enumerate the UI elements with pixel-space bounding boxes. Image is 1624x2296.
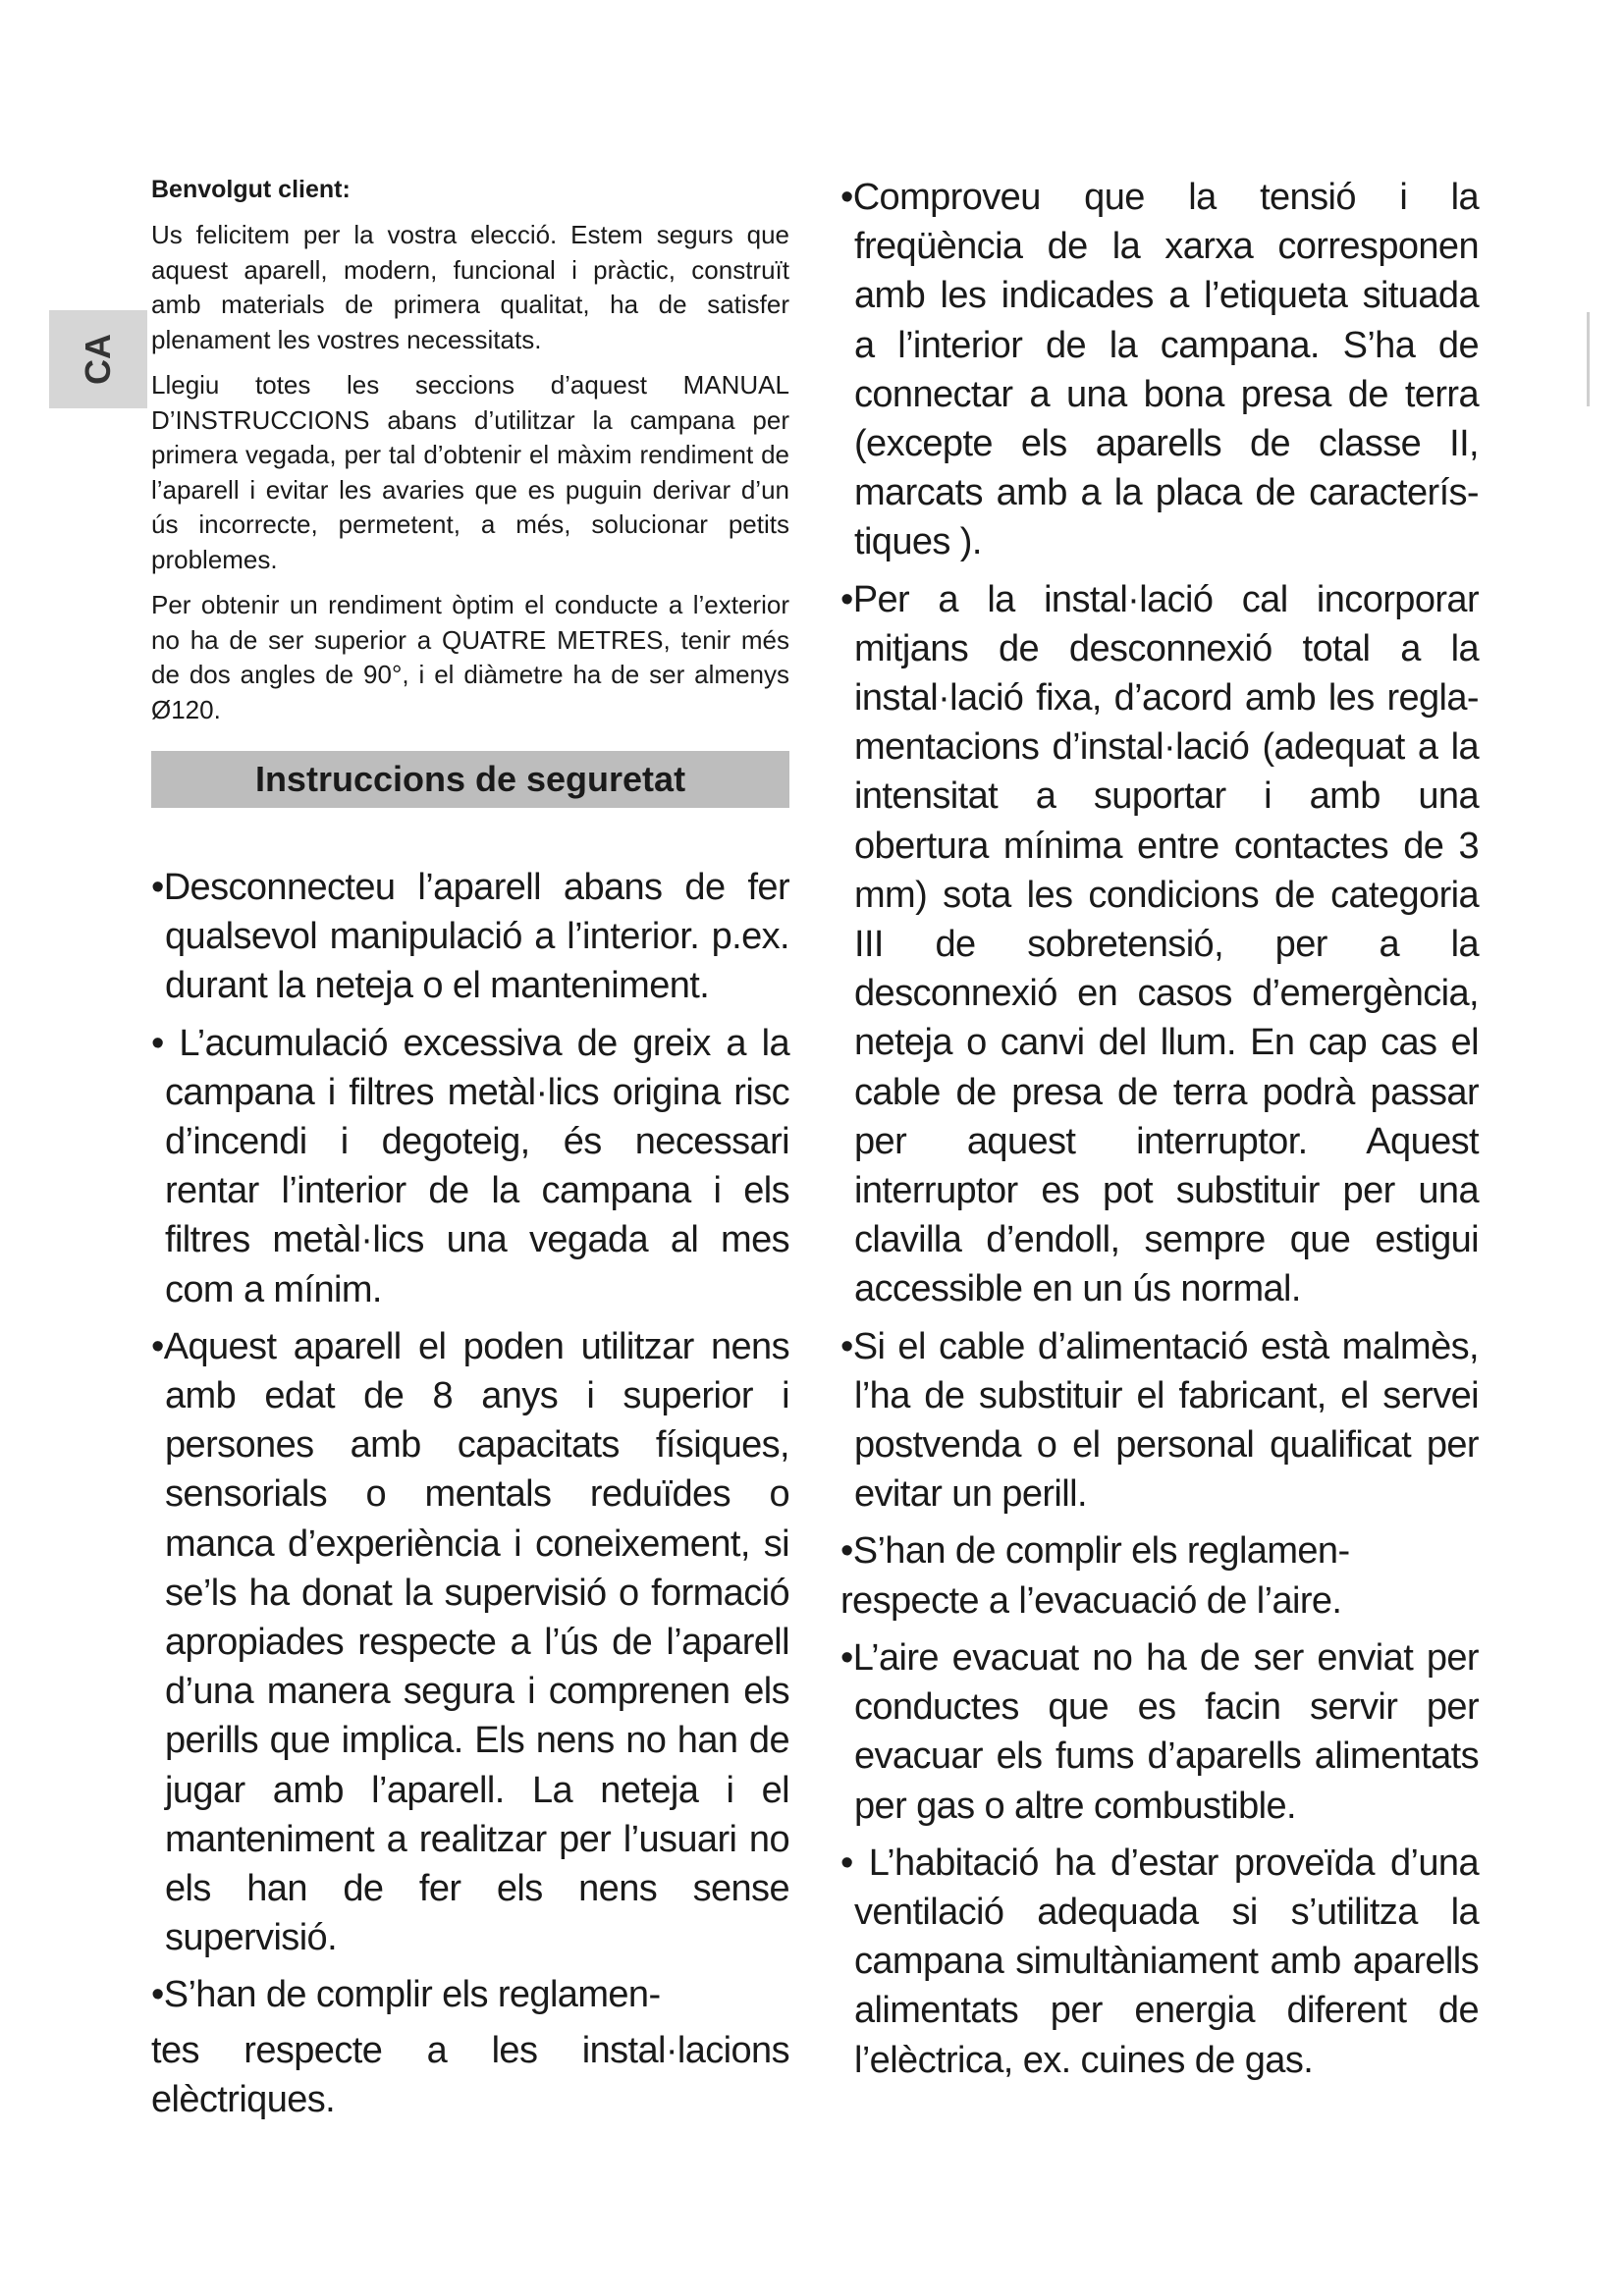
- safety-item: • L’acumulació excessiva de greix a la campana i filtres metàl·lics origina risc d’incendi i degoteig, és necessari rentar l’interior de la campana i els filtres metàl·lics una vegada al mes com a mínim.: [151, 1022, 789, 1310]
- right-column: [840, 173, 1479, 2093]
- intro-paragraph: Per obtenir un rendiment òptim el conducte a l’exterior no ha de ser superior a QUATRE METRES, tenir més de dos angles de 90°, i el diàmetre ha de ser almenys Ø120.: [151, 590, 789, 724]
- safety-item-continuation: tes respecte a les instal·lacions elèctriques.: [151, 2029, 789, 2120]
- safety-item-continuation: respecte a l’evacuació de l’aire.: [840, 1579, 1342, 1622]
- safety-item: •Per a la instal·lació cal incorporar mitjans de desconnexió total a la instal·lació fixa, d’acord amb les regla-mentacions d’instal·lació (adequat a la intensitat a suportar i amb una obertura mínima entre contactes de 3 mm) sota les condicions de categoria III de sobretensió, per a la desconnexió en casos d’emergència, neteja o canvi del llum. En cap cas el cable de presa de terra podrà passar per aquest interruptor. Aquest interruptor es pot substituir per una clavilla d’endoll, sempre que estigui accessible en un ús normal.: [840, 578, 1479, 1310]
- section-title: Instruccions de seguretat: [151, 751, 789, 808]
- safety-item: •Si el cable d’alimentació està malmès, l’ha de substituir el fabricant, el servei postvenda o el personal qualificat per evitar un perill.: [840, 1325, 1479, 1516]
- intro-text: [151, 218, 789, 727]
- left-safety-list: [151, 863, 789, 2124]
- greeting: Benvolgut client:: [151, 176, 351, 203]
- margin-mark: [1587, 312, 1590, 406]
- safety-item: •S’han de complir els reglamen-: [151, 1974, 661, 2016]
- safety-item: •S’han de complir els reglamen-: [840, 1530, 1350, 1573]
- right-safety-list: [840, 173, 1479, 2085]
- language-tab-label: CA: [78, 334, 118, 385]
- safety-item: •Aquest aparell el poden utilitzar nens amb edat de 8 anys i superior i persones amb capacitats físiques, sensorials o mentals reduïdes o manca d’experiència i coneixement, si se’ls ha donat la supervisió o formació apropiades respecte a l’ús de l’aparell d’una manera segura i comprenen els perills que implica. Els nens no han de jugar amb l’aparell. La neteja i el manteniment a realitzar per l’usuari no els han de fer els nens sense supervisió.: [151, 1325, 789, 1959]
- safety-item: •Comproveu que la tensió i la freqüència de la xarxa corresponen amb les indicades a l’etiqueta situada a l’interior de la campana. S’ha de connectar a una bona presa de terra (excepte els aparells de classe II, marcats amb a la placa de caracterís-tiques ).: [840, 177, 1479, 563]
- language-tab: [49, 310, 147, 408]
- safety-item: •L’aire evacuat no ha de ser enviat per conductes que es facin servir per evacuar els fums d’aparells alimentats per gas o altre combustible.: [840, 1636, 1479, 1827]
- left-column: [151, 175, 789, 2132]
- safety-item: •Desconnecteu l’aparell abans de fer qualsevol manipulació a l’interior. p.ex. durant la neteja o el manteniment.: [151, 867, 789, 1007]
- safety-item: • L’habitació ha d’estar proveïda d’una ventilació adequada si s’utilitza la campana simultàniament amb aparells alimentats per energia diferent de l’elèctrica, ex. cuines de gas.: [840, 1842, 1479, 2081]
- intro-paragraph: Llegiu totes les seccions d’aquest MANUAL D’INSTRUCCIONS abans d’utilitzar la campana per primera vegada, per tal d’obtenir el màxim rendiment de l’aparell i evitar les avaries que es puguin derivar d’un ús incorrecte, permetent, a més, solucionar petits problemes.: [151, 370, 789, 574]
- intro-paragraph: Us felicitem per la vostra elecció. Estem segurs que aquest aparell, modern, funcional i pràctic, construït amb materials de primera qualitat, ha de satisfer plenament les vostres necessitats.: [151, 220, 789, 354]
